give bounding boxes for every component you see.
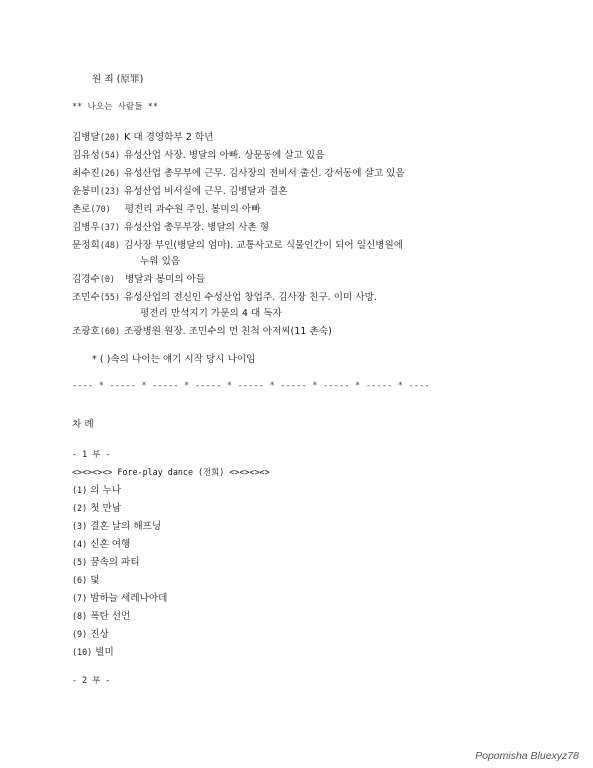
part1-title: <><><><> Fore-play dance (전희) <><><><>: [72, 467, 270, 477]
character-desc: 유성산업 비서실에 근무. 김병달과 결혼: [123, 186, 288, 197]
character-name: 최수진: [72, 168, 100, 179]
chapter-number: (5): [72, 557, 88, 567]
chapter-item: [72, 484, 121, 497]
chapter-title: 진상: [90, 629, 109, 640]
chapter-item: [72, 556, 140, 569]
chapter-title: 폭탄 선언: [90, 611, 131, 622]
watermark-signature: Popomisha Bluexyz78: [475, 750, 579, 762]
character-entry: [72, 273, 205, 286]
chapter-number: (4): [72, 539, 88, 549]
character-desc: 유성산업 총무부장. 병달의 사촌 형: [123, 222, 269, 233]
chapter-item: [72, 628, 109, 641]
document-title: 원 죄 (原罪): [92, 74, 144, 85]
character-name: 김경수: [72, 274, 100, 285]
chapter-item: [72, 574, 99, 587]
chapter-item: [72, 646, 114, 659]
chapter-title: 덫: [90, 575, 100, 586]
chapter-item: [72, 502, 121, 515]
character-name: 촌로: [72, 204, 91, 215]
character-age: (70): [90, 204, 111, 214]
chapter-title: 신혼 여행: [90, 539, 131, 550]
chapter-item: [72, 610, 130, 623]
character-name: 김병달: [72, 132, 100, 143]
character-entry: [72, 131, 213, 144]
character-entry: [72, 325, 332, 338]
part1-label: - 1 부 -: [72, 449, 111, 459]
character-entry: [72, 239, 403, 252]
character-desc: 김사장 부인(병달의 엄마). 교통사고로 식물인간이 되어 일신병원에: [123, 240, 404, 251]
part2-label: - 2 부 -: [72, 675, 111, 685]
toc-heading: 차 례: [72, 419, 94, 430]
chapter-item: [72, 592, 167, 605]
characters-heading: ** 나오는 사람들 **: [72, 102, 159, 112]
chapter-item: [72, 520, 161, 533]
character-age: (26): [99, 168, 120, 178]
character-age: (60): [99, 326, 120, 336]
character-desc: 유성산업의 전신인 수성산업 창업주. 김사장 친구. 이미 사망.: [123, 292, 377, 303]
chapter-number: (1): [72, 485, 88, 495]
character-age: (37): [99, 222, 120, 232]
character-entry: [72, 149, 324, 162]
character-age: (20): [99, 132, 120, 142]
character-age: (0): [99, 274, 115, 284]
character-desc: K 대 경영학부 2 학년: [123, 132, 214, 143]
chapter-title: 꿈속의 파티: [90, 557, 140, 568]
character-name: 김병우: [72, 222, 100, 233]
chapter-number: (9): [72, 629, 88, 639]
character-desc: 조광병원 원장. 조민수의 먼 친척 아저씨(11 촌숙): [123, 326, 332, 337]
chapter-title: 첫 만남: [90, 503, 122, 514]
character-entry: [72, 167, 405, 180]
character-entry: [72, 221, 269, 234]
section-separator: ---- * ----- * ----- * ----- * ----- * ----- * ----- * ----- * ----: [72, 380, 430, 390]
character-desc-continued: 평전리 만석지기 가문의 4 대 독자: [140, 308, 282, 319]
character-name: 김유성: [72, 150, 100, 161]
character-age: (55): [99, 292, 120, 302]
character-desc-continued: 누워 있음: [140, 256, 181, 267]
character-name: 조광호: [72, 326, 100, 337]
character-name: 윤봉미: [72, 186, 100, 197]
chapter-item: [72, 538, 130, 551]
chapter-title: 의 누나: [90, 485, 122, 496]
character-name: 조민수: [72, 292, 100, 303]
chapter-number: (6): [72, 575, 88, 585]
character-desc: 병달과 봉미의 아들: [124, 274, 206, 285]
chapter-number: (10): [72, 647, 93, 657]
character-desc: 유성산업 총무부에 근무. 김사장의 전비서 출신. 강서동에 살고 있음: [123, 168, 405, 179]
chapter-number: (7): [72, 593, 88, 603]
chapter-title: 밤하늘 세레나아데: [90, 593, 168, 604]
chapter-number: (8): [72, 611, 88, 621]
character-entry: [72, 185, 288, 198]
character-age: (48): [99, 240, 120, 250]
age-note: * ( )속의 나이는 얘기 시작 당시 나이임: [92, 354, 256, 365]
chapter-number: (3): [72, 521, 88, 531]
chapter-title: 빌미: [95, 647, 114, 658]
character-desc: 평전리 과수원 주인. 봉미의 아빠: [124, 204, 261, 215]
character-age: (23): [99, 186, 120, 196]
chapter-number: (2): [72, 503, 88, 513]
character-entry: [72, 291, 377, 304]
character-name: 문정희: [72, 240, 100, 251]
character-entry: [72, 203, 260, 216]
character-desc: 유성산업 사장. 병달의 아빠. 상문동에 살고 있음: [123, 150, 325, 161]
chapter-title: 결혼 날의 해프닝: [90, 521, 162, 532]
character-age: (54): [99, 150, 120, 160]
